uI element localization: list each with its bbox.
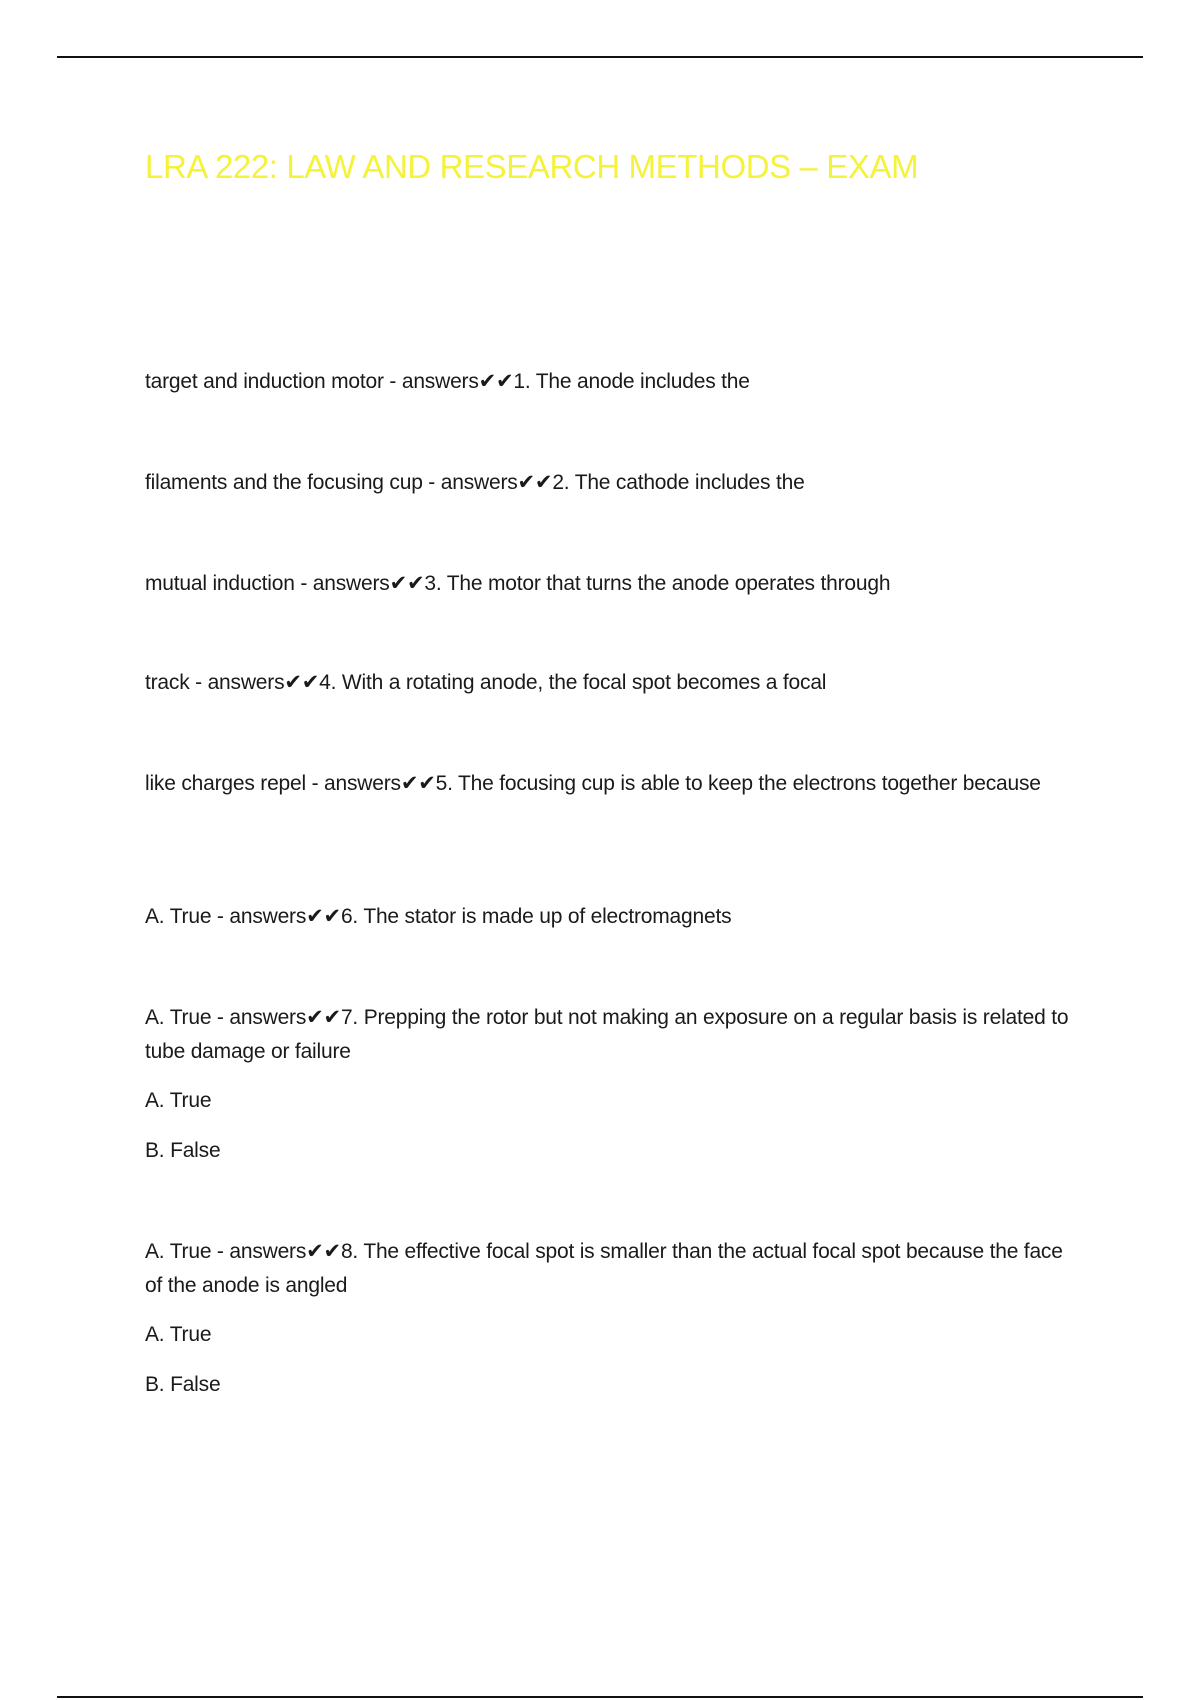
qa-item-7: [145, 1001, 1085, 1169]
qa-text: A. True - answers✔✔8. The effective focal spot is smaller than the actual focal spot because the face of the anode is angled: [145, 1240, 1063, 1297]
option-false: B. False: [145, 1373, 221, 1396]
qa-text: A. True - answers✔✔6. The stator is made up of electromagnets: [145, 905, 732, 928]
qa-item-8: [145, 1235, 1085, 1403]
footer-rule: [57, 1696, 1143, 1698]
option-true: A. True: [145, 1089, 212, 1112]
qa-text: filaments and the focusing cup - answers✔✔2. The cathode includes the: [145, 471, 805, 494]
option-true: A. True: [145, 1323, 212, 1346]
document-title: LRA 222: LAW AND RESEARCH METHODS – EXAM: [145, 148, 919, 185]
qa-text: track - answers✔✔4. With a rotating anode, the focal spot becomes a focal: [145, 671, 827, 694]
qa-item-6: [145, 900, 1085, 934]
qa-item-1: [145, 365, 1085, 399]
header-rule: [57, 56, 1143, 58]
qa-item-3: [145, 567, 1085, 601]
qa-text: like charges repel - answers✔✔5. The focusing cup is able to keep the electrons together because: [145, 772, 1041, 795]
qa-text: mutual induction - answers✔✔3. The motor that turns the anode operates through: [145, 572, 891, 595]
qa-item-2: [145, 466, 1085, 500]
qa-text: A. True - answers✔✔7. Prepping the rotor but not making an exposure on a regular basis is related to tube damage or failure: [145, 1006, 1069, 1063]
option-false: B. False: [145, 1139, 221, 1162]
qa-item-5: [145, 767, 1085, 801]
qa-item-4: [145, 666, 1085, 700]
qa-text: target and induction motor - answers✔✔1. The anode includes the: [145, 370, 750, 393]
